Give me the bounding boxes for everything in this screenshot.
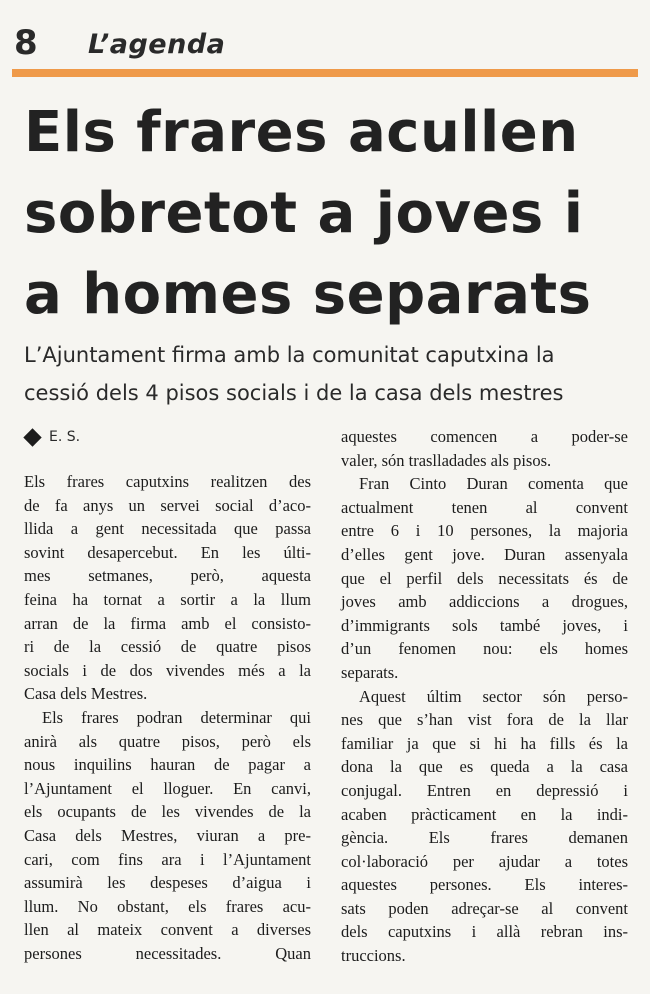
headline-line: a homes separats: [24, 262, 592, 327]
text-line: valer, són traslladades als pisos.: [341, 450, 552, 470]
text-line: Fran Cinto Duran comenta que: [359, 474, 628, 494]
text-line: assumirà les despeses d’aigua i: [24, 873, 311, 893]
text-line: ri de la cessió de quatre pisos: [24, 637, 311, 657]
text-line: persones necessitades. Quan: [24, 943, 311, 963]
text-line: entre 6 i 10 persones, la majoria: [341, 521, 628, 541]
text-line: dels caputxins i allà rebran ins-: [341, 922, 628, 942]
text-line: socials i de dos vivendes més a la: [24, 660, 311, 680]
article-column-2: [341, 425, 628, 968]
text-line: nous inquilins hauran de pagar a: [24, 755, 311, 775]
text-line: conjugal. Entren en depressió i: [341, 780, 628, 800]
text-line: Aquest últim sector són perso-: [359, 686, 628, 706]
section-divider: [12, 69, 638, 77]
text-line: col·laboració per ajudar a totes: [341, 851, 628, 871]
text-line: d’un fenomen nou: els homes: [341, 639, 628, 659]
text-line: actualment tenen al convent: [341, 497, 628, 517]
text-line: els ocupants de les vivendes de la: [24, 802, 311, 822]
text-line: familiar ja que si hi ha fills és la: [341, 733, 628, 753]
byline: [22, 426, 80, 448]
text-line: l’Ajuntament el lloguer. En canvi,: [24, 778, 311, 798]
headline-line: Els frares acullen: [24, 100, 579, 165]
diamond-bullet-icon: [23, 428, 41, 446]
text-line: Casa dels Mestres.: [24, 684, 148, 704]
text-line: sovint desapercebut. En les últi-: [24, 542, 311, 562]
text-line: Els frares podran determinar qui: [42, 707, 311, 727]
text-line: que el perfil dels necessitats és de: [341, 568, 628, 588]
text-line: Casa dels Mestres, viuran a pre-: [24, 825, 311, 845]
text-line: arran de la firma amb el consisto-: [24, 613, 311, 633]
headline: [24, 92, 634, 335]
text-line: separats.: [341, 662, 399, 682]
standfirst-line: cessió dels 4 pisos socials i de la casa dels mestres: [24, 381, 564, 405]
text-line: llida a gent necessitada que passa: [24, 519, 311, 539]
page-number: 8: [14, 23, 38, 63]
byline-author: E. S.: [49, 429, 81, 445]
text-line: joves amb addiccions a drogues,: [341, 592, 628, 612]
text-line: dona la que es queda a la casa: [341, 757, 628, 777]
text-line: Els frares caputxins realitzen des: [24, 472, 311, 491]
text-line: aquestes comencen a poder-se: [341, 427, 628, 446]
text-line: llum. No obstant, els frares acu-: [24, 896, 311, 916]
text-line: sats poden adreçar-se al convent: [341, 898, 628, 918]
text-line: llen al mateix convent a diverses: [24, 920, 311, 940]
text-line: d’elles gent jove. Duran assenyala: [341, 544, 628, 564]
text-line: d’immigrants sols també joves, i: [341, 615, 628, 635]
section-name: L’agenda: [88, 29, 226, 60]
text-line: gència. Els frares demanen: [341, 828, 628, 848]
text-line: acaben pràcticament en la indi-: [341, 804, 628, 824]
text-line: de fa anys un servei social d’aco-: [24, 495, 311, 515]
article-column-1: [24, 470, 311, 965]
text-line: mes setmanes, però, aquesta: [24, 566, 311, 586]
standfirst: [24, 336, 634, 412]
text-line: anirà als quatre pisos, però els: [24, 731, 311, 751]
text-line: truccions.: [341, 946, 406, 966]
text-line: feina ha tornat a sortir a la llum: [24, 589, 311, 609]
headline-line: sobretot a joves i: [24, 181, 584, 246]
text-line: cari, com fins ara i l’Ajuntament: [24, 849, 311, 869]
text-line: nes que s’han vist fora de la llar: [341, 710, 628, 730]
standfirst-line: L’Ajuntament firma amb la comunitat caputxina la: [24, 343, 555, 367]
text-line: aquestes persones. Els interes-: [341, 875, 628, 895]
